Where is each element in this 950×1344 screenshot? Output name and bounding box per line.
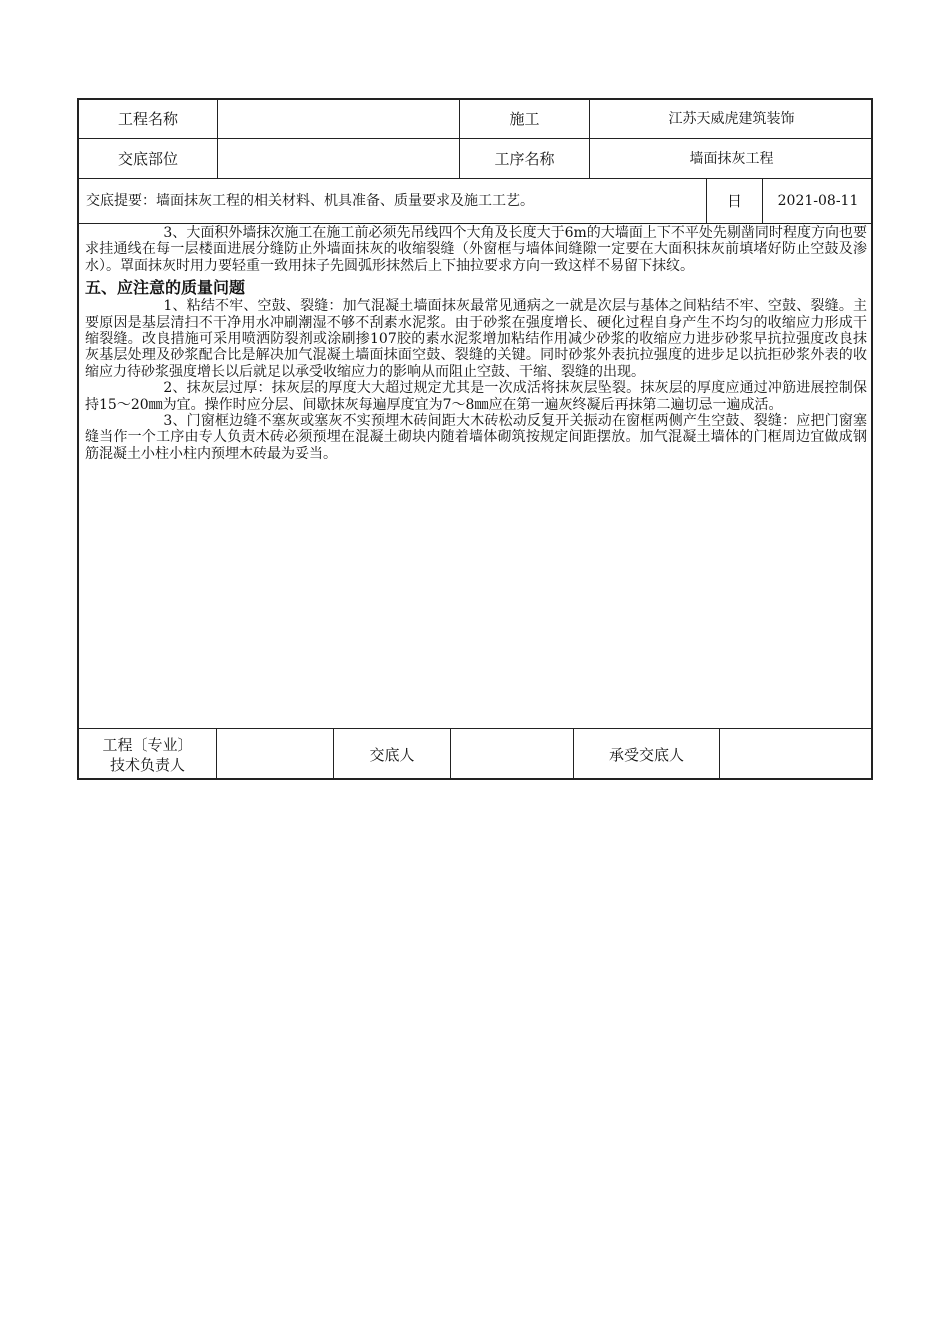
receiver-label: 承受交底人 (608, 745, 684, 764)
row-divider (79, 223, 871, 224)
handover-part-label: 交底部位 (117, 149, 178, 168)
handover-summary: 交底提要：墙面抹灰工程的相关材料、机具准备、质量要求及施工工艺。 (86, 193, 534, 209)
construction-company: 江苏天威虎建筑装饰 (668, 111, 795, 127)
tech-lead-label (79, 729, 216, 780)
quality-item-3: 3、门窗框边缝不塞灰或塞灰不实预埋木砖间距大木砖松动反复开关振动在窗框两侧产生空鼓、裂缝：应把门窗塞缝当作一个工序由专人负责木砖必须预埋在混凝土砌块内随着墙体砌筑按规定间距摆放。加气混凝土墙体的门框周边宜做成钢筋混凝土小柱小柱内预埋木砖最为妥当。 (85, 413, 867, 462)
date-label: 日 (726, 192, 742, 210)
process-name-value: 墙面抹灰工程 (689, 150, 774, 167)
construction-label: 施工 (509, 110, 540, 128)
quality-item-2: 2、抹灰层过厚：抹灰层的厚度大大超过规定尤其是一次成活将抹灰层坠裂。抹灰层的厚度应通过冲筋进展控制保持15～20㎜为宜。操作时应分层、间歇抹灰每遍厚度宜为7～8㎜应在第一遍灰终凝后再抹第二遍切忌一遍成活。 (85, 380, 867, 413)
handover-form (77, 98, 873, 780)
section-title: 五、应注意的质量问题 (85, 278, 246, 298)
handover-part-field[interactable] (218, 139, 459, 178)
date-value: 2021-08-11 (777, 193, 859, 209)
tech-lead-label-line1: 工程〔专业〕 (102, 735, 193, 754)
handover-person-label: 交底人 (369, 745, 415, 764)
receiver-field[interactable] (720, 729, 873, 780)
project-name-label: 工程名称 (117, 110, 178, 128)
intro-paragraph: 3、大面积外墙抹次施工在施工前必须先吊线四个大角及长度大于6m的大墙面上下不平处先剔凿同时程度方向也要求挂通线在每一层楼面进展分缝防止外墙面抹灰的收缩裂缝（外窗框与墙体间缝隙一定要在大面积抹灰前填堵好防止空鼓及渗水）。罩面抹灰时用力要轻重一致用抹子先圆弧形抹然后上下抽拉要求方向一致这样不易留下抹纹。 (85, 225, 867, 274)
handover-person-field[interactable] (451, 729, 573, 780)
tech-lead-label-line2: 技术负责人 (109, 755, 185, 774)
handover-content (85, 225, 867, 462)
quality-item-1: 1、粘结不牢、空鼓、裂缝：加气混凝土墙面抹灰最常见通病之一就是次层与基体之间粘结不牢、空鼓、裂缝。主要原因是基层清扫不干净用水冲刷潮湿不够不刮素水泥浆。由于砂浆在强度增长、硬化过程自身产生不均匀的收缩应力形成干缩裂缝。改良措施可采用喷洒防裂剂或涂刷掺107胶的素水泥浆增加粘结作用减少砂浆的收缩应力进步砂浆早抗拉强度改良抹灰基层处理及砂浆配合比是解决加气混凝土墙面抹面空鼓、裂缝的关键。同时砂浆外表抗拉强度的进步足以抗拒砂浆外表的收缩应力待砂浆强度增长以后就足以承受收缩应力的影响从而阻止空鼓、干缩、裂缝的出现。 (85, 298, 867, 380)
process-name-label: 工序名称 (494, 149, 555, 168)
tech-lead-field[interactable] (217, 729, 333, 780)
project-name-field[interactable] (218, 100, 459, 138)
